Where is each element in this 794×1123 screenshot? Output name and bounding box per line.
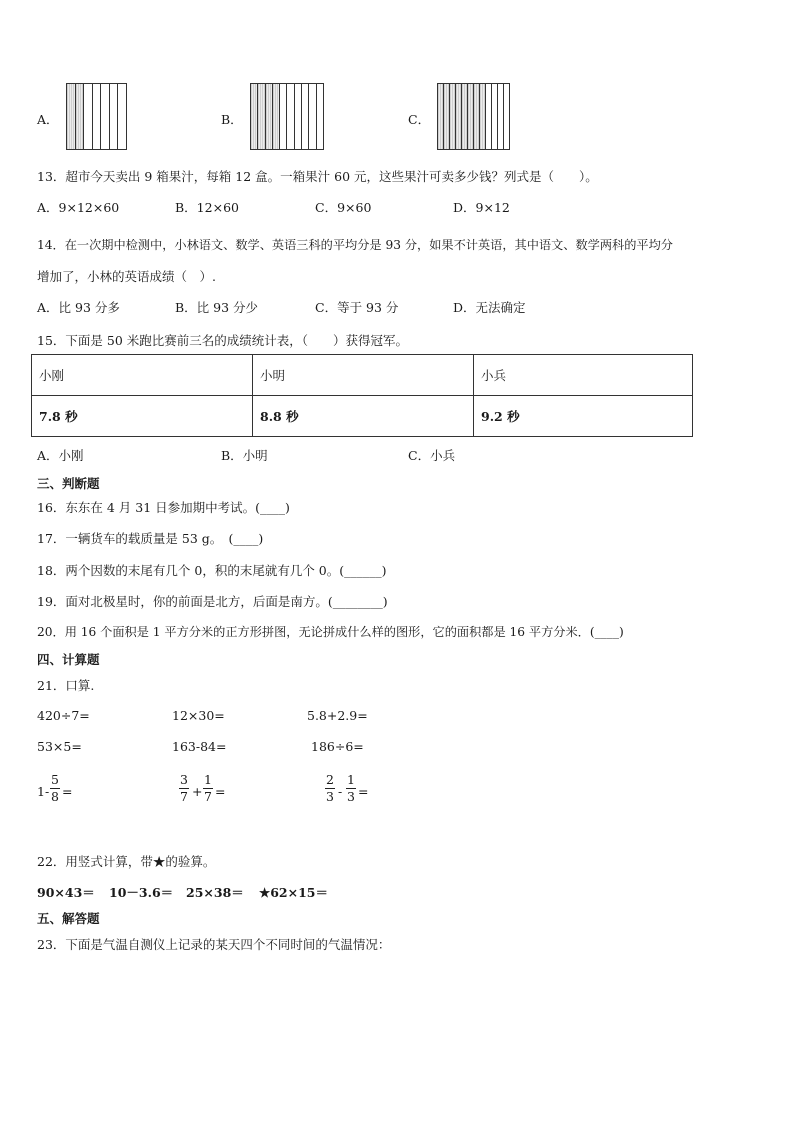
fraction-3-7	[179, 773, 189, 804]
q14-option-d: D．无法确定	[453, 300, 526, 315]
q22-item: 25×38＝	[186, 885, 244, 900]
q21-expression: 186÷6=	[311, 739, 364, 754]
q21-title: 21．口算.	[37, 678, 95, 693]
section-5-heading: 五、解答题	[37, 911, 100, 926]
table-row	[32, 396, 693, 437]
q21-expression: 12×30=	[172, 708, 225, 723]
fraction-expression-3-operator: -	[338, 784, 343, 799]
table-cell-time-1: 7.8 秒	[32, 396, 253, 437]
q13-option-a: A．9×12×60	[37, 200, 120, 215]
q22-title: 22．用竖式计算，带★的验算。	[37, 854, 216, 869]
fraction-denominator: 7	[204, 789, 212, 804]
q12-option-b-label: B．	[221, 112, 243, 127]
q22-item: ★62×15＝	[259, 885, 328, 900]
fraction-denominator: 3	[347, 789, 355, 804]
q15-option-a: A．小刚	[37, 448, 84, 463]
fraction-1-3	[346, 773, 356, 804]
q15-option-c: C．小兵	[408, 448, 456, 463]
q13-option-c: C．9×60	[315, 200, 372, 215]
fraction-expression-3-equals: =	[358, 784, 369, 799]
fraction-numerator: 1	[347, 772, 355, 787]
section-3-heading: 三、判断题	[37, 476, 100, 491]
q23-question: 23．下面是气温自测仪上记录的某天四个不同时间的气温情况：	[37, 937, 391, 952]
fraction-expression-2-equals: =	[215, 784, 226, 799]
fraction-denominator: 7	[180, 789, 188, 804]
table-cell-name-3: 小兵	[474, 355, 693, 396]
fraction-5-8	[50, 773, 60, 804]
table-cell-name-1: 小刚	[32, 355, 253, 396]
q12-option-a-label: A．	[37, 112, 59, 127]
q12-figure-a	[66, 83, 127, 150]
section-4-heading: 四、计算题	[37, 652, 100, 667]
q14-option-c: C．等于 93 分	[315, 300, 399, 315]
q22-item: 90×43＝	[37, 885, 95, 900]
q20-statement: 20．用 16 个面积是 1 平方分米的正方形拼图，无论拼成什么样的图形，它的面积都是 16 平方分米．(____)	[37, 625, 624, 639]
fraction-expression-2-operator: +	[192, 784, 203, 799]
q21-expression: 420÷7=	[37, 708, 90, 723]
fraction-denominator: 3	[326, 789, 334, 804]
q21-expression: 5.8+2.9=	[307, 708, 368, 723]
fraction-denominator: 8	[51, 789, 59, 804]
table-cell-time-3: 9.2 秒	[474, 396, 693, 437]
q15-question: 15．下面是 50 米跑比赛前三名的成绩统计表，（ ）获得冠军。	[37, 333, 409, 348]
q19-statement: 19．面对北极星时，你的前面是北方，后面是南方。(________)	[37, 594, 388, 609]
q14-option-b: B．比 93 分少	[175, 300, 259, 315]
fraction-numerator: 5	[51, 772, 59, 787]
q12-figure-b	[250, 83, 324, 150]
q14-question-line1: 14．在一次期中检测中，小林语文、数学、英语三科的平均分是 93 分，如果不计英语，其中语文、数学两科的平均分	[37, 238, 673, 252]
fraction-2-3	[325, 773, 335, 804]
q15-option-b: B．小明	[221, 448, 268, 463]
q13-question: 13．超市今天卖出 9 箱果汁，每箱 12 盒。一箱果汁 60 元，这些果汁可卖多少钱？列式是（ ）。	[37, 169, 598, 184]
table-row	[32, 355, 693, 396]
q14-option-a: A．比 93 分多	[37, 300, 120, 315]
fraction-expression-1-lead: 1-	[37, 784, 50, 799]
q12-option-c-label: C．	[408, 112, 431, 127]
q16-statement: 16．东东在 4 月 31 日参加期中考试。(____)	[37, 500, 290, 515]
q21-expression: 163-84=	[172, 739, 227, 754]
q22-item: 10－3.6＝	[109, 885, 174, 900]
fraction-1-7	[203, 773, 213, 804]
q13-option-d: D．9×12	[453, 200, 510, 215]
table-cell-name-2: 小明	[253, 355, 474, 396]
q13-option-b: B．12×60	[175, 200, 239, 215]
q14-question-line2: 增加了，小林的英语成绩（ ）.	[37, 269, 216, 284]
q15-score-table	[31, 354, 693, 437]
q21-expression: 53×5=	[37, 739, 82, 754]
fraction-numerator: 2	[326, 772, 334, 787]
q17-statement: 17．一辆货车的载质量是 53 g。 (____)	[37, 531, 264, 546]
table-cell-time-2: 8.8 秒	[253, 396, 474, 437]
fraction-expression-1-equals: =	[62, 784, 73, 799]
fraction-numerator: 3	[180, 772, 188, 787]
q18-statement: 18．两个因数的末尾有几个 0，积的末尾就有几个 0。(______)	[37, 563, 387, 578]
fraction-numerator: 1	[204, 772, 212, 787]
q12-figure-c	[437, 83, 510, 150]
